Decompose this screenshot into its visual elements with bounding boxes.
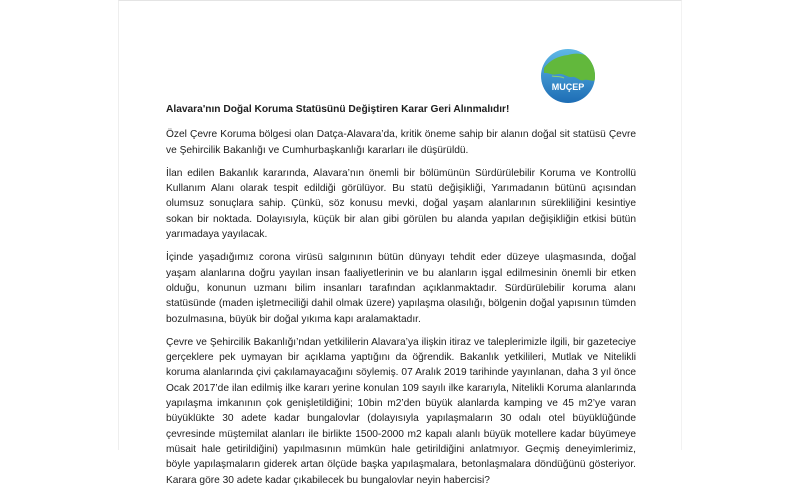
mucep-logo (538, 46, 598, 106)
paragraph-1: Özel Çevre Koruma bölgesi olan Datça-Alavara’da, kritik öneme sahip bir alanın doğal sit statüsü Çevre ve Şehircilik Bakanlığı ve Cumhurbaşkanlığı kararları ile düşürüldü. (166, 129, 636, 156)
document-body (166, 102, 636, 496)
document-title: Alavara'nın Doğal Koruma Statüsünü Değiştiren Karar Geri Alınmalıdır! (166, 104, 510, 115)
logo-text: MUÇEP (551, 82, 585, 92)
paragraph-2: İlan edilen Bakanlık kararında, Alavara’nın önemli bir bölümünün Sürdürülebilir Koruma ve Kontrollü Kullanım Alanı olarak tespit edildiği görülüyor. Bu statü değişikliği, Yarımadanın bütünü açısından olumsuz sonuçlara sahip. Çünkü, söz konusu mevki, doğal yaşam alanlarının sürekliliğini kesintiye sokan bir noktada. Dolayısıyla, küçük bir alan gibi görülen bu alanda yapılan değişikliğin etkisi bütün yarımadaya yayılacak. (166, 167, 636, 241)
paragraph-4: Çevre ve Şehircilik Bakanlığı’ndan yetkililerin Alavara’ya ilişkin itiraz ve taleplerimizle ilgili, bir gazeteciye gerçeklere pek uymayan bir açıklama yaptığını da öğrendik. Bakanlık yetkilileri, Mutlak ve Nitelikli koruma alanlarında çivi çakılamayacağını söylemiş. 07 Aralık 2019 tarihinde yayınlanan, daha 3 yıl önce Ocak 2017’de ilan edilmiş ilke kararı yerine konulan 109 sayılı ilke kararıyla, Nitelikli Koruma alanlarında yapılaşma imkanının çok genişletildiğini; 10bin m2’den büyük alanlarda kamping ve 45 m2’ye varan büyüklükte 30 adete kadar bungalovlar (dolayısıyla yapılaşmaların 30 odalı otel büyüklüğünde çevresinde müştemilat alanları ile birlikte 1500-2000 m2 kapalı alanlı büyük motellere kadar büyümeye müsait hale getirildiğini) yapılmasının mümkün hale getirildiğini anlatmıyor. Geçmiş deneyimlerimiz, böyle yapılaşmaların giderek artan ölçüde başka yapılaşmalara, betonlaşmalara döndüğünü gösteriyor. Karara göre 30 adete kadar çıkabilecek bu bungalovlar neyin habercisi? (166, 336, 636, 486)
paragraph-3: İçinde yaşadığımız corona virüsü salgınının bütün dünyayı tehdit eder düzeye ulaşmasında, doğal yaşam alanlarına doğru yayılan insan faaliyetlerinin ve bu alanların işgal edilmesinin önemli bir etken olduğu, konunun uzmanı bilim insanları tarafından açıklanmaktadır. Sürdürülebilir koruma alanı statüsünde (maden işletmeciliği dahil olmak üzere) yapılaşma olasılığı, bölgenin doğal yapısının tümden bozulmasına, büyük bir doğal yıkıma kapı aralamaktadır. (166, 252, 636, 325)
